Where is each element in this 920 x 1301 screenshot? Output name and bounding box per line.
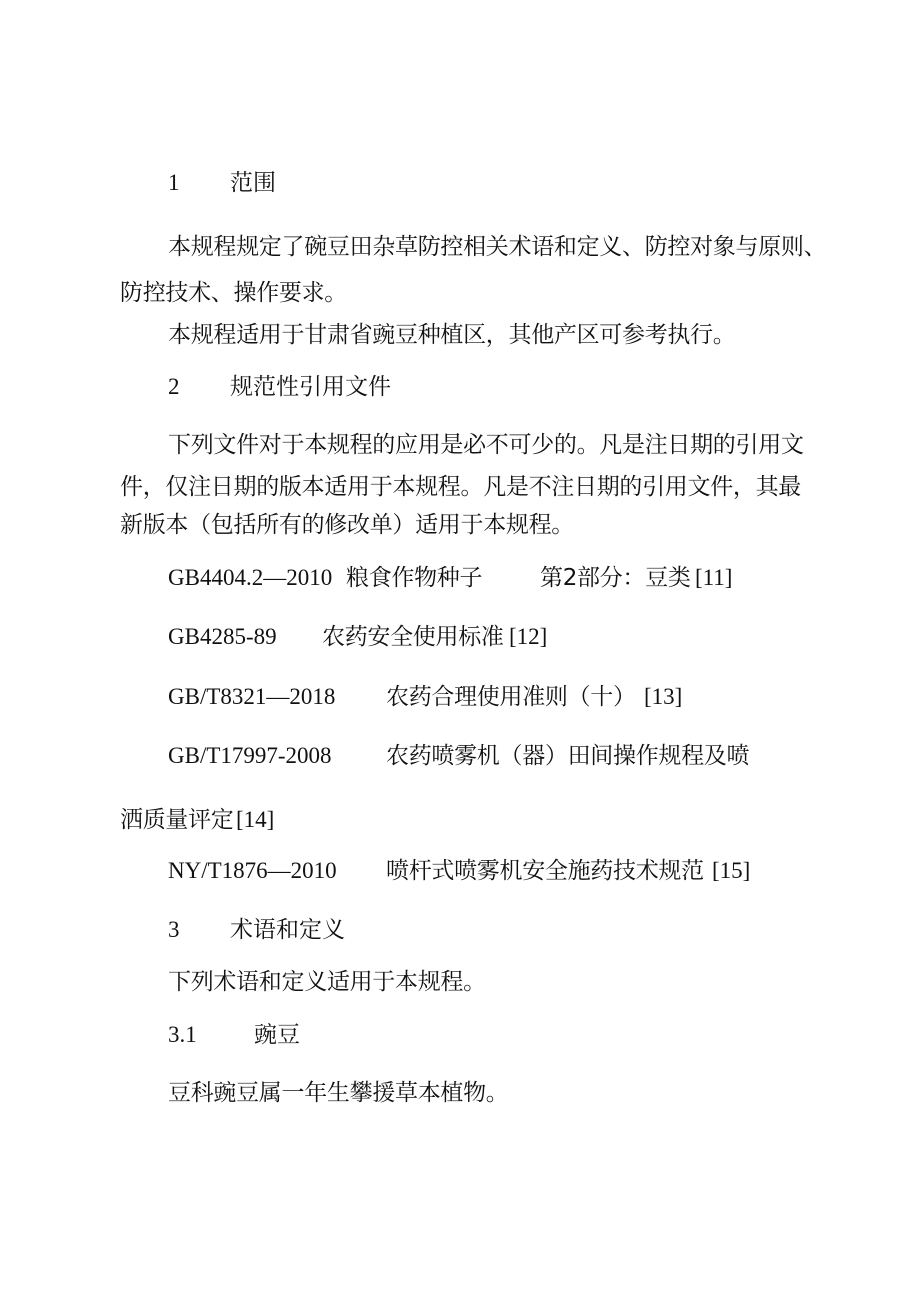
reference-title: 农药喷雾机（器）田间操作规程及喷 <box>386 743 750 769</box>
section-2-paragraph-line-3: 新版本（包括所有的修改单）适用于本规程。 <box>120 512 575 538</box>
reference-code: NY/T1876—2010 <box>168 858 337 883</box>
section-1-paragraph-2: 本规程适用于甘肃省豌豆种植区，其他产区可参考执行。 <box>168 322 736 348</box>
subsection-3-1-number: 3.1 <box>168 1022 197 1047</box>
reference-code: GB/T8321—2018 <box>168 684 336 709</box>
section-2-paragraph-line-1: 下列文件对于本规程的应用是必不可少的。凡是注日期的引用文 <box>168 432 804 458</box>
reference-title: 粮食作物种子 <box>346 565 483 591</box>
reference-citation: [14] <box>236 807 275 832</box>
reference-title: 农药合理使用准则（十） <box>386 684 636 710</box>
section-3-number: 3 <box>168 917 180 942</box>
section-1-title: 范围 <box>230 170 276 196</box>
section-1-paragraph-line-2: 防控技术、操作要求。 <box>120 280 348 306</box>
section-2-title: 规范性引用文件 <box>230 374 391 400</box>
section-2-number: 2 <box>168 374 180 399</box>
reference-title-continued: 洒质量评定 <box>120 807 234 833</box>
reference-code: GB/T17997-2008 <box>168 743 332 768</box>
subsection-3-1-title: 豌豆 <box>254 1022 300 1048</box>
section-1-paragraph-line-1: 本规程规定了碗豆田杂草防控相关术语和定义、防控对象与原则、 <box>168 234 827 260</box>
reference-code: GB4285-89 <box>168 624 277 649</box>
reference-citation: [12] <box>509 624 548 649</box>
reference-title: 喷杆式喷雾机安全施药技术规范 <box>386 858 704 884</box>
reference-title-part: 第2部分：豆类 <box>540 565 691 591</box>
reference-title: 农药安全使用标准 <box>322 624 504 650</box>
reference-citation: [15] <box>712 858 751 883</box>
subsection-3-1-paragraph: 豆科豌豆属一年生攀援草本植物。 <box>168 1080 509 1106</box>
section-3-title: 术语和定义 <box>230 917 345 943</box>
reference-citation: [11] <box>695 565 733 590</box>
section-3-paragraph: 下列术语和定义适用于本规程。 <box>168 969 486 995</box>
reference-code: GB4404.2—2010 <box>168 565 333 590</box>
reference-citation: [13] <box>644 684 683 709</box>
section-1-number: 1 <box>168 170 180 195</box>
section-2-paragraph-line-2: 件，仅注日期的版本适用于本规程。凡是不注日期的引用文件，其最 <box>120 474 802 500</box>
